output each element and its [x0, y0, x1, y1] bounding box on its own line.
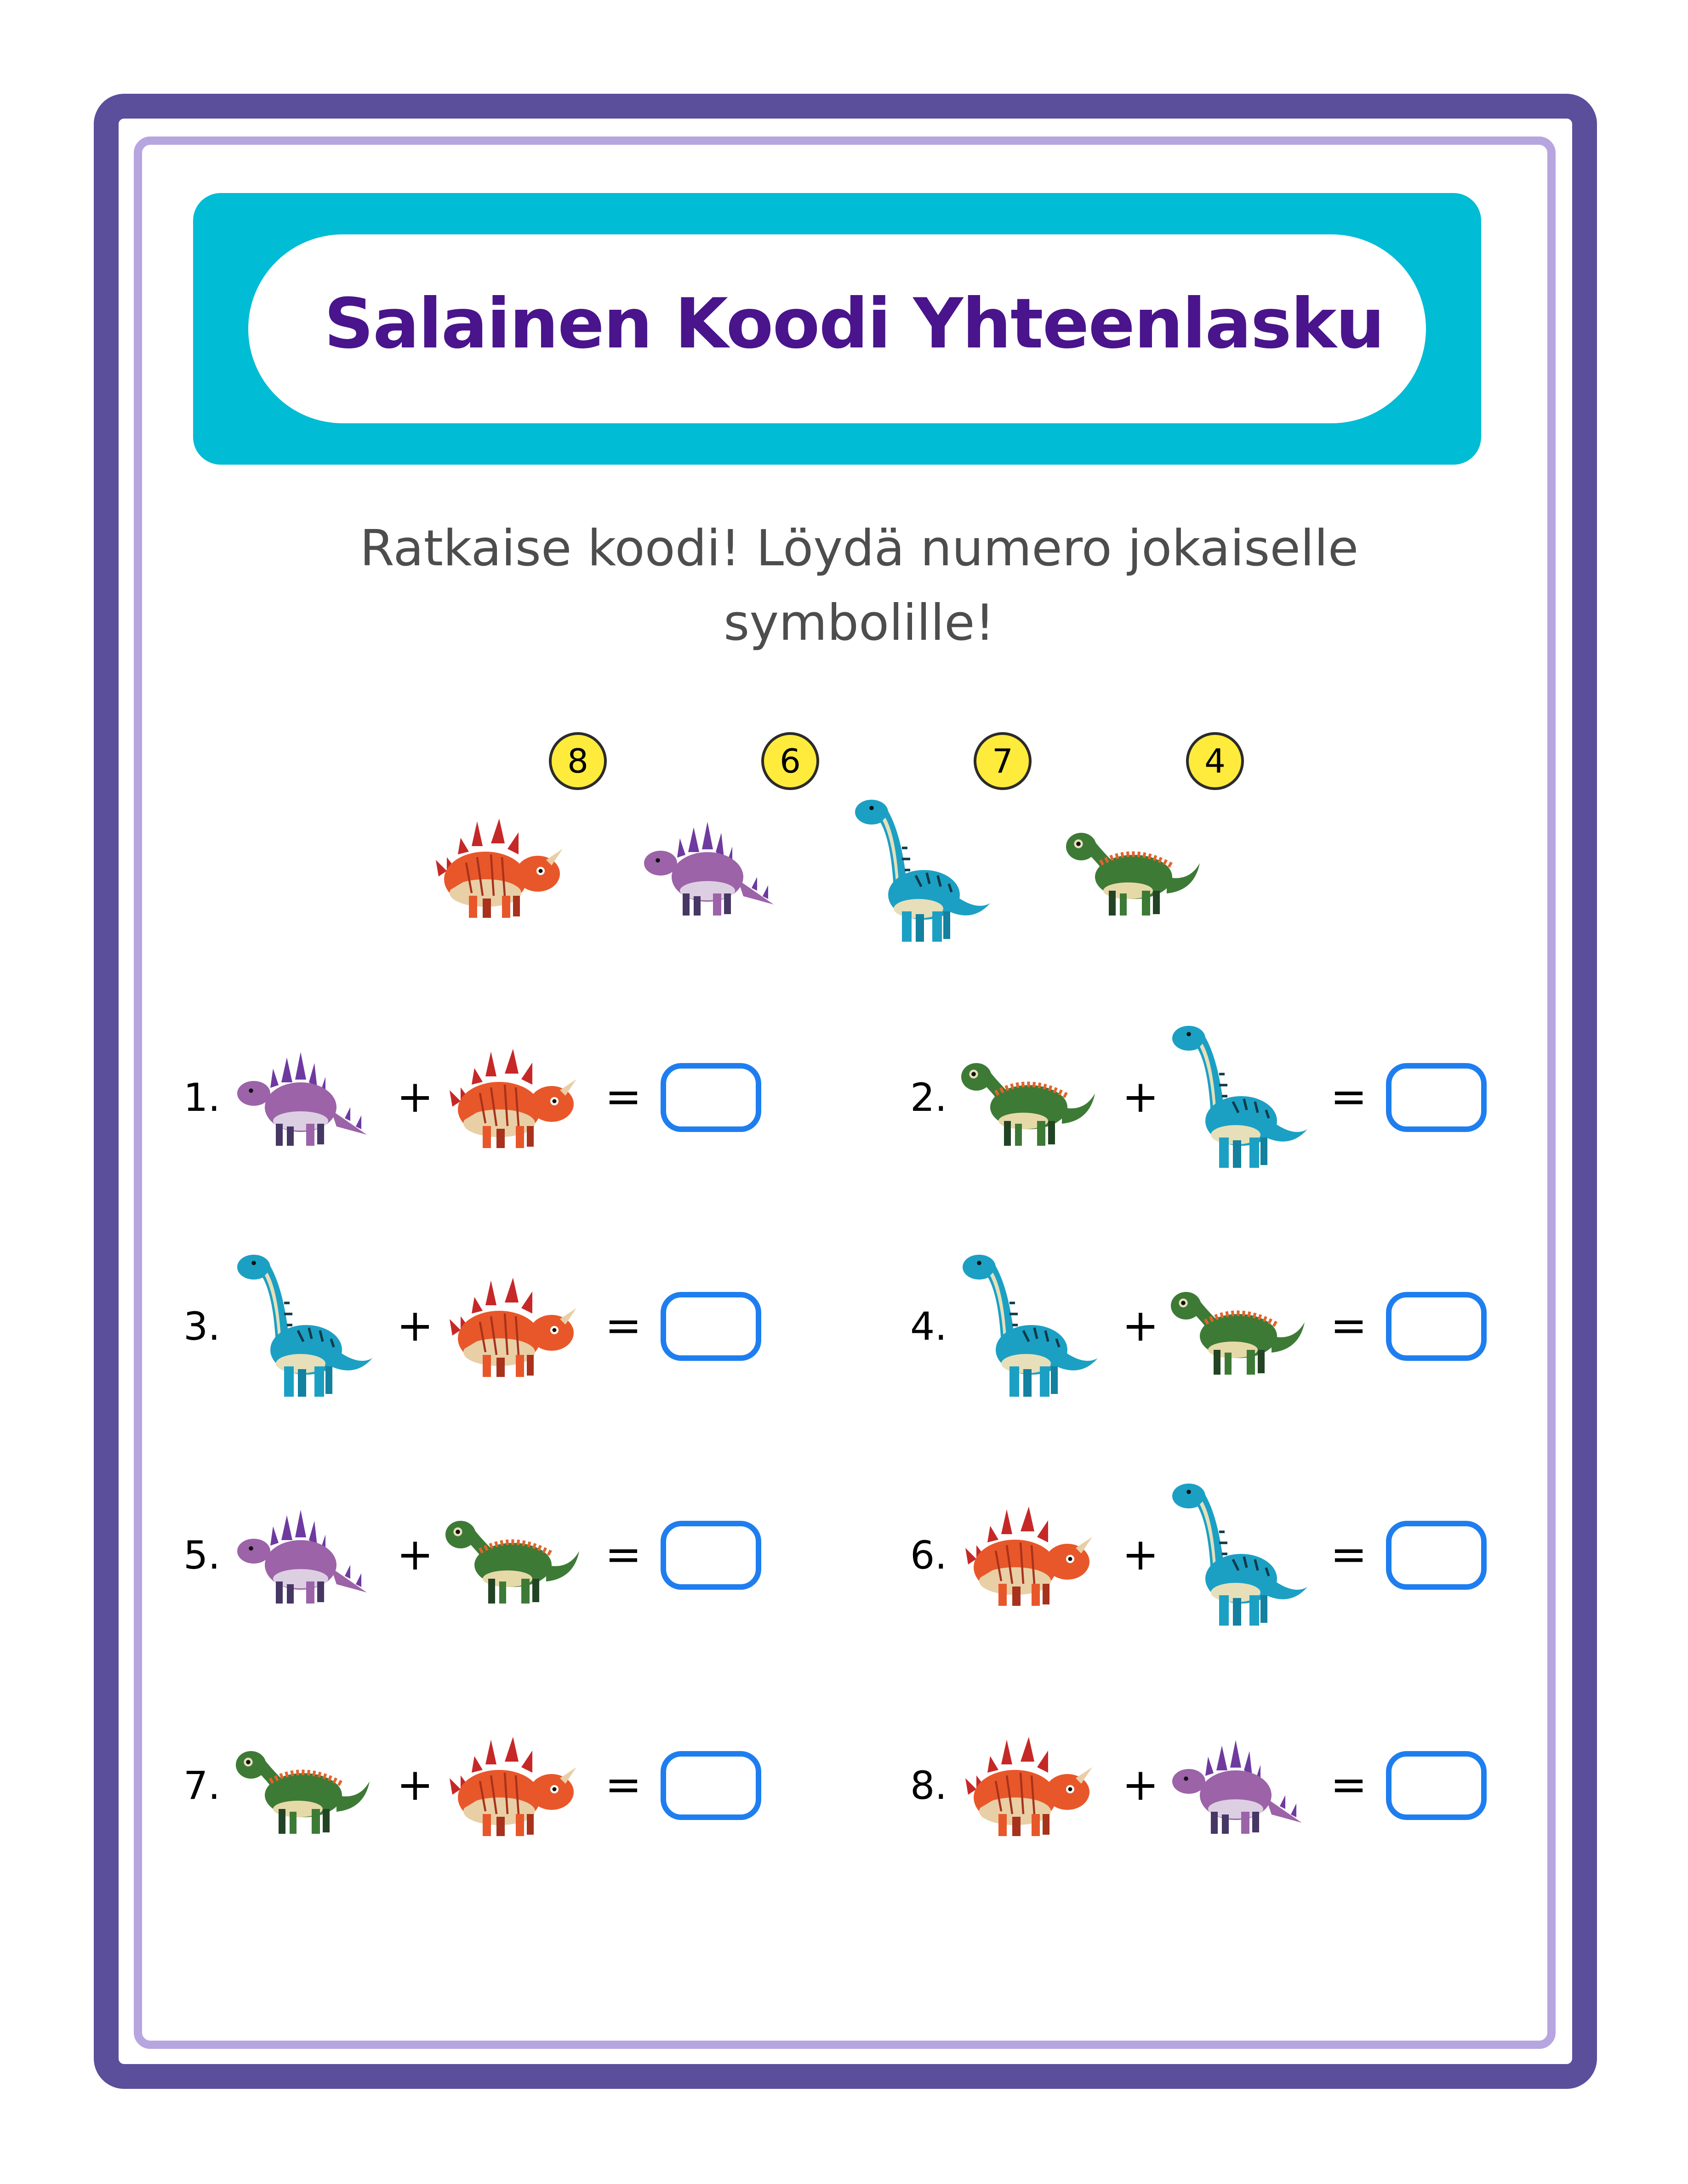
problem-number: 3.	[183, 1304, 221, 1349]
problem-number: 4.	[910, 1304, 947, 1349]
plus-sign: +	[1122, 1528, 1159, 1580]
problem-number: 1.	[183, 1075, 221, 1120]
answer-box[interactable]	[1386, 1292, 1487, 1361]
problem-number: 7.	[183, 1763, 221, 1808]
answer-box[interactable]	[1386, 1751, 1487, 1820]
equals-sign: =	[604, 1758, 642, 1810]
instructions-line-1: Ratkaise koodi! Löydä numero jokaiselle	[359, 520, 1359, 577]
plus-sign: +	[1122, 1758, 1159, 1810]
equals-sign: =	[1330, 1758, 1368, 1810]
instructions-line-2: symbolille!	[724, 594, 995, 652]
instructions	[276, 512, 1443, 660]
page-title: Salainen Koodi Yhteenlasku	[324, 284, 1384, 364]
answer-box[interactable]	[661, 1751, 761, 1820]
equals-sign: =	[1330, 1528, 1368, 1580]
purple-stegosaurus-icon	[1169, 1740, 1307, 1837]
value-badge: 7	[974, 732, 1032, 790]
equals-sign: =	[604, 1528, 642, 1580]
green-dinosaur-icon	[960, 1052, 1098, 1149]
equals-sign: =	[604, 1299, 642, 1351]
plus-sign: +	[1122, 1070, 1159, 1122]
green-dinosaur-icon	[444, 1510, 582, 1606]
blue-brachiosaurus-icon	[960, 1248, 1098, 1399]
problem-number: 6.	[910, 1533, 947, 1578]
problem-number: 8.	[910, 1763, 947, 1808]
plus-sign: +	[396, 1528, 434, 1580]
green-dinosaur-icon	[1065, 822, 1203, 918]
blue-brachiosaurus-icon	[234, 1248, 372, 1399]
problem-number: 2.	[910, 1075, 947, 1120]
blue-brachiosaurus-icon	[852, 793, 990, 944]
answer-box[interactable]	[661, 1292, 761, 1361]
purple-stegosaurus-icon	[641, 822, 779, 918]
orange-stegosaurus-icon	[444, 1737, 582, 1840]
green-dinosaur-icon	[234, 1740, 372, 1837]
plus-sign: +	[396, 1299, 434, 1351]
blue-brachiosaurus-icon	[1169, 1019, 1307, 1171]
answer-box[interactable]	[1386, 1521, 1487, 1590]
green-dinosaur-icon	[1169, 1281, 1307, 1377]
plus-sign: +	[396, 1070, 434, 1122]
answer-box[interactable]	[661, 1521, 761, 1590]
equals-sign: =	[1330, 1299, 1368, 1351]
value-badge: 8	[549, 732, 607, 790]
plus-sign: +	[396, 1758, 434, 1810]
orange-stegosaurus-icon	[444, 1278, 582, 1381]
purple-stegosaurus-icon	[234, 1052, 372, 1149]
value-badge: 4	[1186, 732, 1244, 790]
orange-stegosaurus-icon	[430, 819, 568, 922]
orange-stegosaurus-icon	[960, 1507, 1098, 1610]
problem-number: 5.	[183, 1533, 221, 1578]
blue-brachiosaurus-icon	[1169, 1477, 1307, 1628]
plus-sign: +	[1122, 1299, 1159, 1351]
answer-box[interactable]	[1386, 1063, 1487, 1132]
orange-stegosaurus-icon	[960, 1737, 1098, 1840]
purple-stegosaurus-icon	[234, 1510, 372, 1606]
value-badge: 6	[761, 732, 819, 790]
equals-sign: =	[604, 1070, 642, 1122]
equals-sign: =	[1330, 1070, 1368, 1122]
orange-stegosaurus-icon	[444, 1049, 582, 1152]
answer-box[interactable]	[661, 1063, 761, 1132]
